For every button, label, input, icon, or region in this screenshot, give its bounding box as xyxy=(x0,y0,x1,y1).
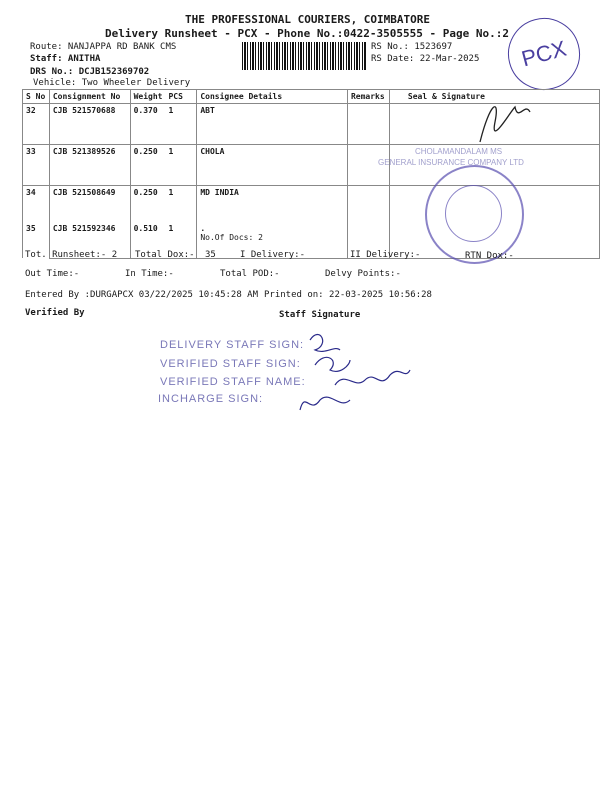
col-remarks: Remarks xyxy=(347,90,389,104)
out-time: Out Time:- xyxy=(25,269,80,279)
company-seal xyxy=(425,165,524,264)
pcs: 1 xyxy=(165,104,196,145)
pcs-35: 1 xyxy=(168,224,174,233)
col-consignee: Consignee Details xyxy=(197,90,348,104)
pcs-34: 1 xyxy=(168,188,174,197)
weight xyxy=(130,186,165,259)
remarks xyxy=(347,104,389,145)
runsheet-subtitle: Delivery Runsheet - PCX - Phone No.:0422-3505555 - Page No.:2 xyxy=(105,27,509,40)
consignee: ABT xyxy=(197,104,348,145)
staff-handwritten-signatures xyxy=(280,320,430,420)
consignee xyxy=(197,186,348,259)
seal-text-1: CHOLAMANDALAM MS xyxy=(415,147,503,156)
seal-text-2: GENERAL INSURANCE COMPANY LTD xyxy=(378,158,524,167)
col-seal: Seal & Signature xyxy=(389,90,599,104)
cn-34: CJB 521508649 xyxy=(52,188,116,197)
rs-date: RS Date: 22-Mar-2025 xyxy=(371,54,480,64)
consignee-34: MD INDIA xyxy=(200,188,239,197)
sno-35: 35 xyxy=(26,224,36,233)
sno: 33 xyxy=(23,145,50,186)
in-time: In Time:- xyxy=(125,269,174,279)
vehicle: Vehicle: Two Wheeler Delivery xyxy=(33,78,191,88)
route: Route: NANJAPPA RD BANK CMS xyxy=(30,42,177,52)
i-delivery: I Delivery:- xyxy=(240,250,306,260)
weight-34: 0.250 xyxy=(133,188,158,197)
cn-35: CJB 521592346 xyxy=(52,224,116,233)
sno: 32 xyxy=(23,104,50,145)
rs-no: RS No.: 1523697 xyxy=(371,42,453,52)
total-dox-value: 35 xyxy=(205,250,216,260)
printed-on: Printed on: 22-03-2025 10:56:28 xyxy=(264,290,432,300)
weight-35: 0.510 xyxy=(133,224,158,233)
col-sno: S No xyxy=(23,90,50,104)
weight: 0.370 xyxy=(130,104,165,145)
weight: 0.250 xyxy=(130,145,165,186)
stamp-incharge-sign: INCHARGE SIGN: xyxy=(158,393,264,405)
col-weight: Weight xyxy=(130,90,165,104)
rtn-dox: RTN Dox:- xyxy=(465,251,514,261)
consignee-signature xyxy=(470,92,540,152)
col-pcs: PCS xyxy=(165,90,196,104)
consignee: CHOLA xyxy=(197,145,348,186)
total-dox: Total Dox:- xyxy=(135,250,195,260)
stamp-delivery-staff-sign: DELIVERY STAFF SIGN: xyxy=(160,339,305,351)
stamp-verified-staff-name: VERIFIED STAFF NAME: xyxy=(160,376,306,388)
consignee-35: . xyxy=(200,224,206,233)
pcx-stamp xyxy=(500,10,588,98)
staff-signature-label: Staff Signature xyxy=(279,310,361,320)
drs-no: DRS No.: DCJB152369702 xyxy=(30,67,150,77)
consignment-no xyxy=(49,186,130,259)
tot-runsheet: Tot. Runsheet:- 2 xyxy=(25,250,118,260)
consignment-no: CJB 521389526 xyxy=(49,145,130,186)
barcode xyxy=(242,42,366,70)
sno-34: 34 xyxy=(26,188,36,197)
no-of-docs: No.Of Docs: 2 xyxy=(200,233,263,242)
entered-by: Entered By :DURGAPCX 03/22/2025 10:45:28 AM xyxy=(25,290,258,300)
remarks xyxy=(347,186,389,259)
sno xyxy=(23,186,50,259)
ii-delivery: II Delivery:- xyxy=(350,250,421,260)
col-consignment: Consignment No xyxy=(49,90,130,104)
pcs: 1 xyxy=(165,145,196,186)
stamp-verified-staff-sign: VERIFIED STAFF SIGN: xyxy=(160,358,301,370)
verified-by: Verified By xyxy=(25,308,85,318)
pcs xyxy=(165,186,196,259)
total-pod: Total POD:- xyxy=(220,269,280,279)
delvy-points: Delvy Points:- xyxy=(325,269,401,279)
pcx-stamp-text: PCX xyxy=(518,35,569,72)
company-title: THE PROFESSIONAL COURIERS, COIMBATORE xyxy=(185,13,431,26)
consignment-no: CJB 521570688 xyxy=(49,104,130,145)
staff: Staff: ANITHA xyxy=(30,54,101,64)
